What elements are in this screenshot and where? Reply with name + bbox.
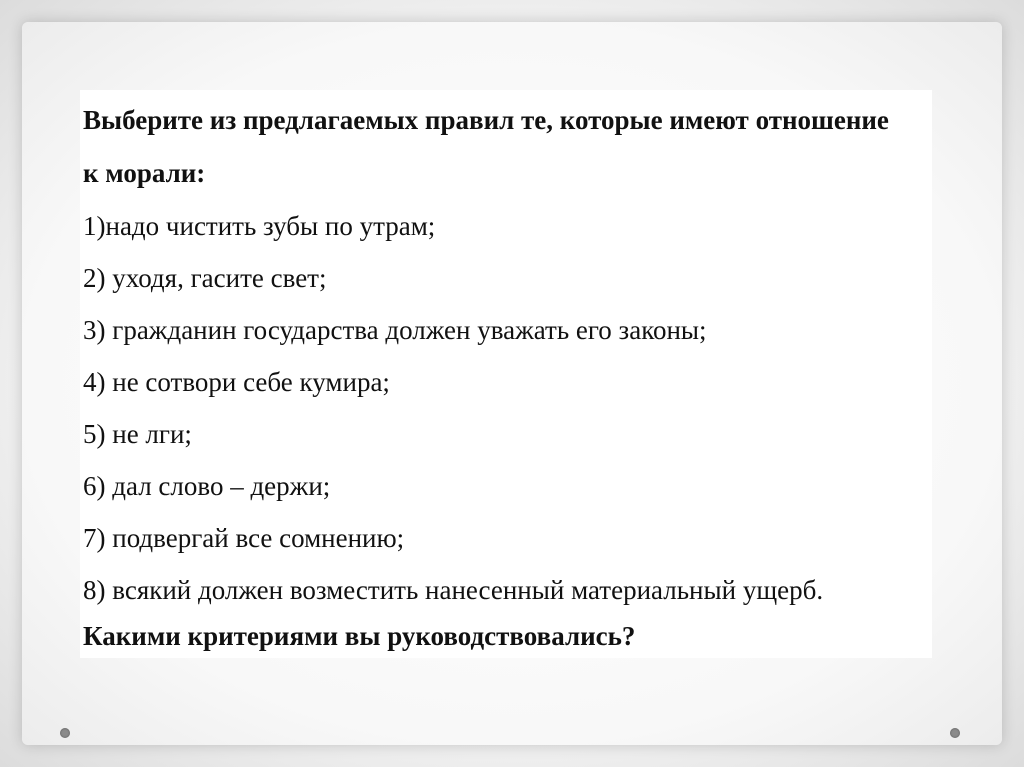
question-line: Какими критериями вы руководствовались?	[83, 621, 636, 651]
rule-item-6: 6) дал слово – держи;	[83, 471, 331, 501]
rule-item-7: 7) подвергай все сомнению;	[83, 523, 405, 553]
rule-item-8: 8) всякий должен возместить нанесенный материальный ущерб.	[83, 575, 824, 605]
left-bullet-dot	[60, 728, 70, 738]
heading-line-2: к морали:	[83, 158, 206, 188]
heading-line-1: Выберите из предлагаемых правил те, которые имеют отношение	[83, 105, 889, 135]
rule-item-3: 3) гражданин государства должен уважать его законы;	[83, 315, 707, 345]
rule-item-2: 2) уходя, гасите свет;	[83, 263, 327, 293]
slide-text-panel	[80, 90, 932, 658]
right-bullet-dot	[950, 728, 960, 738]
rule-item-5: 5) не лги;	[83, 419, 192, 449]
rule-item-4: 4) не сотвори себе кумира;	[83, 367, 390, 397]
rule-item-1: 1)надо чистить зубы по утрам;	[83, 211, 436, 241]
